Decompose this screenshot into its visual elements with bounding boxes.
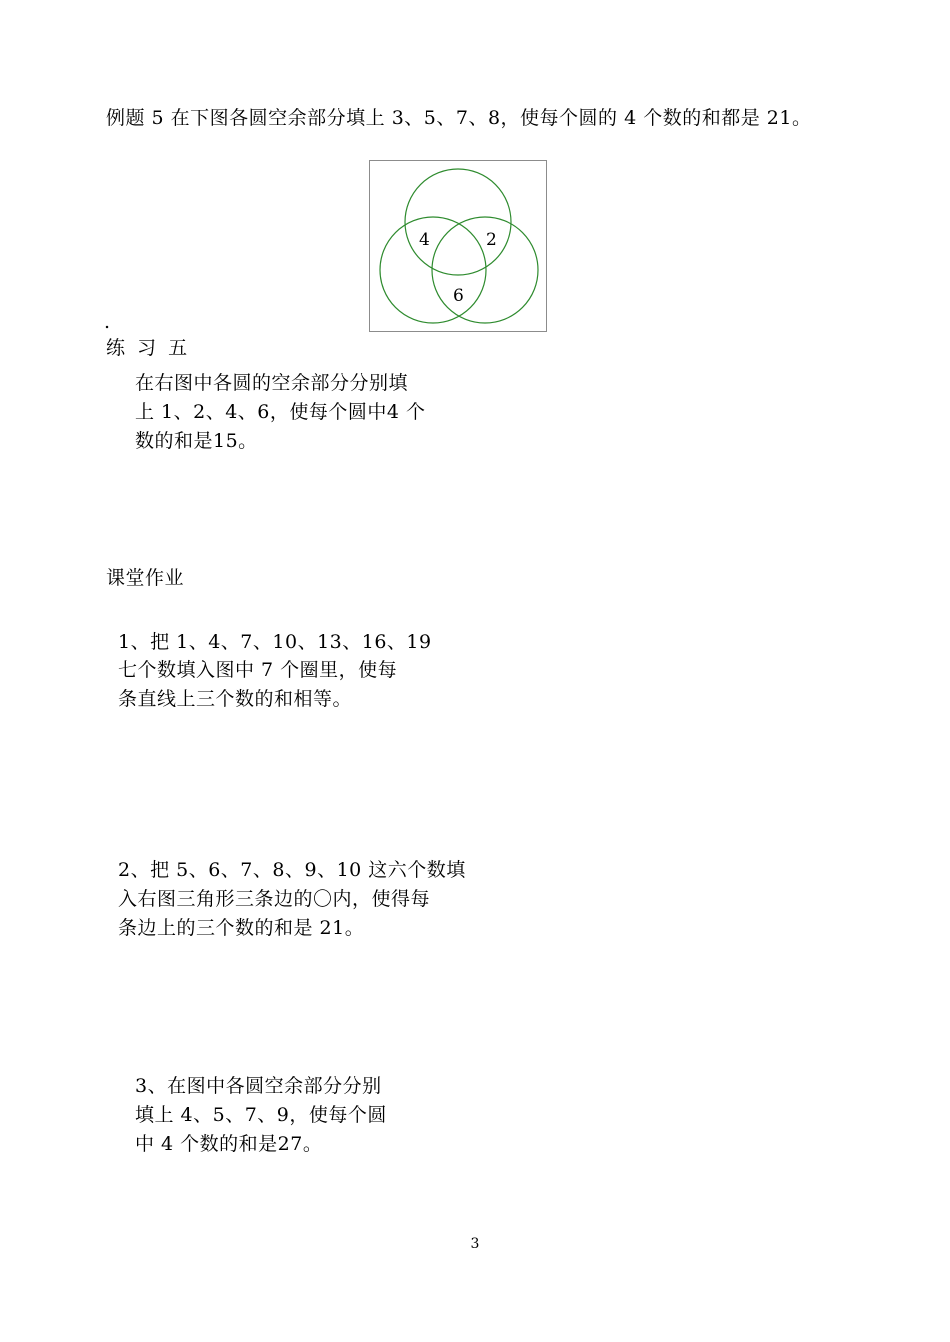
venn-diagram-figure (369, 160, 547, 332)
venn-label-left-top: 4 (419, 230, 430, 250)
venn-label-bottom: 6 (453, 286, 464, 306)
venn-circle-right (432, 217, 538, 323)
example-5-statement: 例题 5 在下图各圆空余部分填上 3、5、7、8，使每个圆的 4 个数的和都是 21。 (106, 107, 812, 129)
q2-line-3: 条边上的三个数的和是 21。 (118, 917, 365, 939)
practice-line-1: 在右图中各圆的空余部分分别填 (135, 372, 409, 394)
homework-heading: 课堂作业 (106, 567, 185, 589)
q3-line-3: 中 4 个数的和是27。 (135, 1133, 323, 1155)
stray-dot: . (104, 311, 111, 333)
practice-line-3: 数的和是15。 (135, 430, 258, 452)
q1-line-2: 七个数填入图中 7 个圈里，使每 (118, 659, 398, 681)
venn-label-right-top: 2 (486, 230, 497, 250)
practice-heading: 练 习 五 (106, 337, 191, 359)
page-number: 3 (470, 1236, 480, 1252)
q2-line-2: 入右图三角形三条边的〇内，使得每 (118, 888, 431, 910)
q3-line-2: 填上 4、5、7、9，使每个圆 (135, 1104, 387, 1126)
venn-diagram (370, 161, 548, 333)
venn-circle-left (380, 217, 486, 323)
venn-circle-top (405, 169, 511, 275)
q2-line-1: 2、把 5、6、7、8、9、10 这六个数填 (118, 859, 466, 881)
practice-line-2: 上 1、2、4、6，使每个圆中4 个 (135, 401, 426, 423)
q3-line-1: 3、在图中各圆空余部分分别 (135, 1075, 382, 1097)
q1-line-3: 条直线上三个数的和相等。 (118, 688, 353, 710)
q1-line-1: 1、把 1、4、7、10、13、16、19 (118, 631, 432, 653)
